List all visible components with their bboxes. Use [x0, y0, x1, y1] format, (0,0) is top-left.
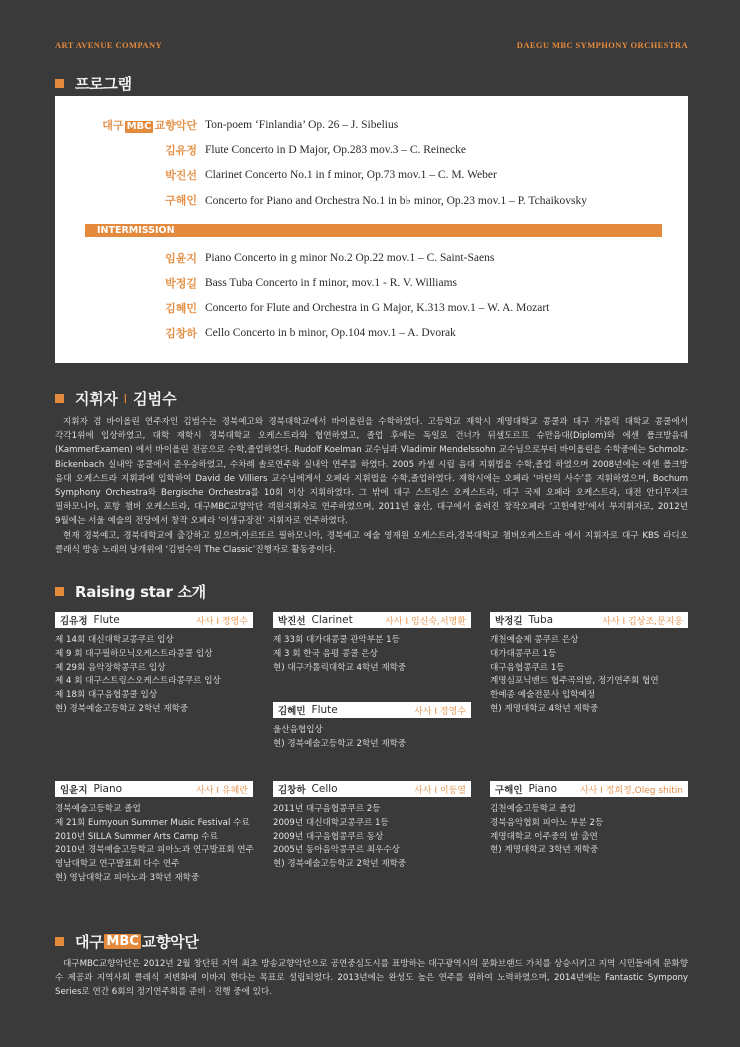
career-item: 현) 계명대학교 3학년 재학중 — [490, 845, 599, 856]
program-row — [55, 164, 688, 186]
mbc-logo: MBC — [106, 934, 139, 949]
artist-card-header — [490, 781, 688, 797]
career-item: 2011년 대구음협콩쿠르 2등 — [273, 804, 381, 814]
artist-instrument: Piano — [528, 783, 558, 795]
career-item: 2009년 대구음협콩쿠르 동상 — [273, 831, 384, 842]
header-right: DAEGU MBC SYMPHONY ORCHESTRA — [516, 40, 688, 50]
program-work: Concerto for Piano and Orchestra No.1 in b♭ minor, Op.23 mov.1 – P. Tchaikovsky — [205, 195, 588, 207]
conductor-bio — [55, 415, 688, 557]
program-performer: 임윤지 — [165, 252, 197, 265]
program-work: Concerto for Flute and Orchestra in G Major, K.313 mov.1 – W. A. Mozart — [205, 302, 550, 314]
career-item: 영남대학교 연구발표회 다수 연주 — [55, 859, 180, 870]
career-item: 현) 경북예술고등학교 2학년 재학중 — [55, 703, 189, 714]
program-row — [55, 272, 688, 294]
program-work: Clarinet Concerto No.1 in f minor, Op.73 mov.1 – C. M. Weber — [205, 169, 497, 181]
program-work: Ton-poem ‘Finlandia’ Op. 26 – J. Sibelius — [205, 119, 399, 131]
artist-teacher: 사사 I 임신숙,서명환 — [385, 616, 466, 627]
career-item: 제 14회 대신대학교콩쿠르 입상 — [55, 635, 174, 645]
artist-card-header — [273, 781, 471, 797]
artist-card — [273, 781, 471, 872]
artist-career-list — [273, 634, 471, 675]
bullet-square-icon — [55, 79, 64, 88]
career-item: 제 21회 Eumyoun Summer Music Festival 수료 — [55, 817, 250, 828]
program-row — [55, 297, 688, 319]
program-box — [55, 96, 688, 363]
program-performer: 김혜민 — [165, 302, 197, 315]
artist-teacher: 사사 I 정영수 — [414, 706, 466, 717]
career-item: 울산음협입상 — [273, 725, 323, 735]
program-row — [55, 322, 688, 344]
program-performer: 구해인 — [165, 194, 197, 207]
artist-teacher: 사사 I 유혜란 — [196, 785, 248, 796]
artist-name: 김창하 — [278, 785, 306, 796]
career-item: 제 29회 음악장학콩쿠르 입상 — [55, 662, 166, 673]
artist-career-list — [55, 803, 253, 886]
artist-instrument: Flute — [311, 704, 338, 716]
program-work: Cello Concerto in b minor, Op.104 mov.1 – A. Dvorak — [205, 327, 456, 339]
artist-card-header — [55, 781, 253, 797]
mbc-logo: MBC — [126, 121, 152, 132]
artist-instrument: Clarinet — [311, 614, 353, 626]
divider: I — [123, 391, 128, 406]
career-item: 제 33회 대가대콩쿨 관악부분 1등 — [273, 635, 400, 645]
artist-card-header — [273, 702, 471, 718]
artist-card — [55, 781, 253, 886]
artist-card — [490, 781, 688, 858]
artist-instrument: Cello — [311, 783, 338, 795]
artist-card — [273, 612, 471, 675]
program-heading — [55, 73, 132, 94]
career-item: 2009년 대신대학교콩쿠르 1등 — [273, 817, 389, 828]
artist-teacher: 사사 I 이동열 — [414, 785, 466, 796]
artist-card-header — [490, 612, 688, 628]
career-item: 경북예술고등학교 졸업 — [55, 804, 141, 814]
intermission-bar: INTERMISSION — [85, 224, 662, 237]
artist-career-list — [273, 803, 471, 872]
program-row — [55, 114, 688, 136]
program-performer: 박정길 — [165, 277, 197, 290]
career-item: 현) 계명대학교 4학년 재학중 — [490, 703, 599, 714]
orchestra-label-post: 교향악단 — [154, 119, 197, 132]
program-row — [55, 189, 688, 211]
conductor-heading — [55, 388, 177, 409]
career-item: 계명심포닉밴드 협주곡의밤, 정기연주회 협연 — [490, 676, 659, 687]
program-row — [55, 139, 688, 161]
artist-career-list — [55, 634, 253, 717]
conductor-name: 김범수 — [133, 390, 177, 408]
orchestra-heading — [55, 931, 199, 952]
career-item: 제 3 회 한국 음평 콩쿨 은상 — [273, 648, 378, 659]
rising-title: Raising star 소개 — [75, 583, 206, 601]
artist-instrument: Flute — [93, 614, 120, 626]
artist-career-list — [490, 803, 688, 858]
artist-card — [273, 702, 471, 752]
orchestra-description — [55, 957, 688, 1000]
program-work: Piano Concerto in g minor No.2 Op.22 mov.1 – C. Saint-Saens — [205, 252, 495, 264]
career-item: 한예종 예술전문사 입학예정 — [490, 690, 596, 701]
conductor-bio-p2: 현재 경북예고, 경북대학교에 출강하고 있으며,아르또르 필하모니아, 경북예고 예술 영재원 오케스트라,경북대학교 챔버오케스트라 에서 지휘자로 대구 KBS 라디오 클래식 방송 노래의 날개위에 ‘김범수의 The Classic’진행자로 활동중이다. — [55, 530, 688, 555]
career-item: 2010년 경북예술고등학교 피아노과 연구발표회 연주 — [55, 845, 254, 856]
career-item: 개천예술제 콩쿠르 은상 — [490, 635, 579, 645]
artist-teacher: 사사 I 김상조,문지웅 — [602, 616, 683, 627]
artist-instrument: Piano — [93, 783, 123, 795]
artist-card-header — [273, 612, 471, 628]
artist-name: 김유정 — [60, 616, 88, 627]
orchestra-label-pre: 대구 — [102, 119, 124, 132]
orchestra-title-post: 교향악단 — [141, 933, 199, 951]
career-item: 현) 영남대학교 피아노과 3학년 재학중 — [55, 872, 200, 883]
bullet-square-icon — [55, 587, 64, 596]
career-item: 2010년 SILLA Summer Arts Camp 수료 — [55, 831, 218, 842]
program-performer: 박진선 — [165, 169, 197, 182]
career-item: 경북음악협회 피아노 부분 2등 — [490, 817, 604, 828]
artist-card-header — [55, 612, 253, 628]
artist-instrument: Tuba — [528, 614, 554, 626]
career-item: 현) 경북예술고등학교 2학년 재학중 — [273, 738, 407, 749]
program-performer: 김창하 — [165, 327, 197, 340]
career-item: 제 9 회 대구필하모닉오케스트라콩쿨 입상 — [55, 648, 213, 659]
artist-name: 임윤지 — [60, 785, 88, 796]
career-item: 현) 대구가톨릭대학교 4학년 재학중 — [273, 662, 407, 673]
orchestra-title-pre: 대구 — [75, 933, 104, 951]
orchestra-text: 대구MBC교향악단은 2012년 2월 창단된 지역 최초 방송교향악단으로 공연중심도시를 표방하는 대구광역시의 문화브랜드 가치를 상승시키고 지역 시민들에게 문화향수 제공과 지역사회 클래식 저변화에 이바지 한다는 목표로 설립되었다. 2013년에는 완성도 높은 연주를 위하여 노력하였으며, 2014년에는 Fantastic Sympony Series로 연간 6회의 정기연주회를 준비 · 진행 중에 있다. — [55, 959, 688, 998]
artist-name: 구해인 — [495, 785, 523, 796]
header-left: ART AVENUE COMPANY — [55, 40, 163, 50]
artist-name: 김혜민 — [278, 706, 306, 717]
conductor-bio-p1: 지휘자 겸 바이올린 연주자인 김범수는 경북예고와 경북대학교에서 바이올린을 수학하였다. 고등학교 재학시 계명대학교 콩쿨과 대구 가톨릭 대학교 콩쿨에서 각각1위에 입상하였고, 대학 재학시 경북대학교 오케스트라와 협연하였고, 졸업 후에는 독일로 건너가 뒤셀도르프 슈만음대(Diplom)와 에센 폴크방음대 (KammerExamen) 에서 바이올린 전공으로 수학,졸업하였다. Rudolf Koelman 교수님과 Vladimir Mendelssohn 교수님으로부터 바이올린을 수학중에는 Schmolz-Bickenbach 실내악 콩쿨에서 준우승하였고, 수차례 솔로연주와 실내악 연주를 하였다. 2005 카셀 시립 음대 지휘법을 수학,졸업 하였으며 2008년에는 에센 폴크방 음대 오케스트라 지휘과에 입학하여 David de Villiers 교수님에게서 오페라 지휘법을 수학,졸업하였다. 재학시에는 오페라 ‘마탄의 사수’를 지휘하였으며, Bochum Symphony Orchestra와 Bergische Orchestra를 10회 이상 지휘하였다. 그 밖에 대구 스트링스 오케스트라, 대구 국제 오페라 오케스트라, 대전 안디무지크 필하모니아, 포항 챔버 오케스트라, 대구MBC교향악단 객원지휘자로 연주하였으며, 2011년 울산, 대구에서 올려진 창작오페라 ‘고헌예찬’에서 부지휘자로, 2012년 9월에는 서울 예술의 전당에서 창작 오페라 ‘이생규장전’ 지휘자로 연주하였다. — [55, 417, 688, 527]
program-row — [55, 247, 688, 269]
program-performer: 김유정 — [165, 144, 197, 157]
artist-career-list — [273, 724, 471, 752]
career-item: 2005년 동아음악콩쿠르 최우수상 — [273, 845, 400, 856]
artist-name: 박진선 — [278, 616, 306, 627]
artist-teacher: 사사 I 정영수 — [196, 616, 248, 627]
career-item: 현) 경북예술고등학교 2학년 재학중 — [273, 859, 407, 870]
artist-teacher: 사사 I 정희정,Oleg shitin — [579, 785, 683, 796]
rising-heading — [55, 581, 206, 602]
career-item: 제 18회 대구음협콩쿨 입상 — [55, 690, 158, 701]
career-item: 김천예술고등학교 졸업 — [490, 804, 576, 814]
bullet-square-icon — [55, 937, 64, 946]
career-item: 계명대학교 이주중의 밤 출연 — [490, 831, 598, 842]
program-work: Flute Concerto in D Major, Op.283 mov.3 – C. Reinecke — [205, 144, 467, 156]
career-item: 제 4 회 대구스트링스오케스트라콩쿠르 입상 — [55, 676, 221, 687]
artist-career-list — [490, 634, 688, 717]
artist-name: 박정길 — [495, 616, 523, 627]
career-item: 대가대콩쿠르 1등 — [490, 648, 557, 659]
program-performer — [55, 117, 205, 133]
conductor-title: 지휘자 — [75, 390, 118, 408]
program-title: 프로그램 — [75, 75, 132, 93]
artist-card — [490, 612, 688, 717]
artist-card — [55, 612, 253, 717]
bullet-square-icon — [55, 394, 64, 403]
program-work: Bass Tuba Concerto in f minor, mov.1 - R. V. Williams — [205, 277, 457, 289]
career-item: 대구음협콩쿠르 1등 — [490, 662, 565, 673]
